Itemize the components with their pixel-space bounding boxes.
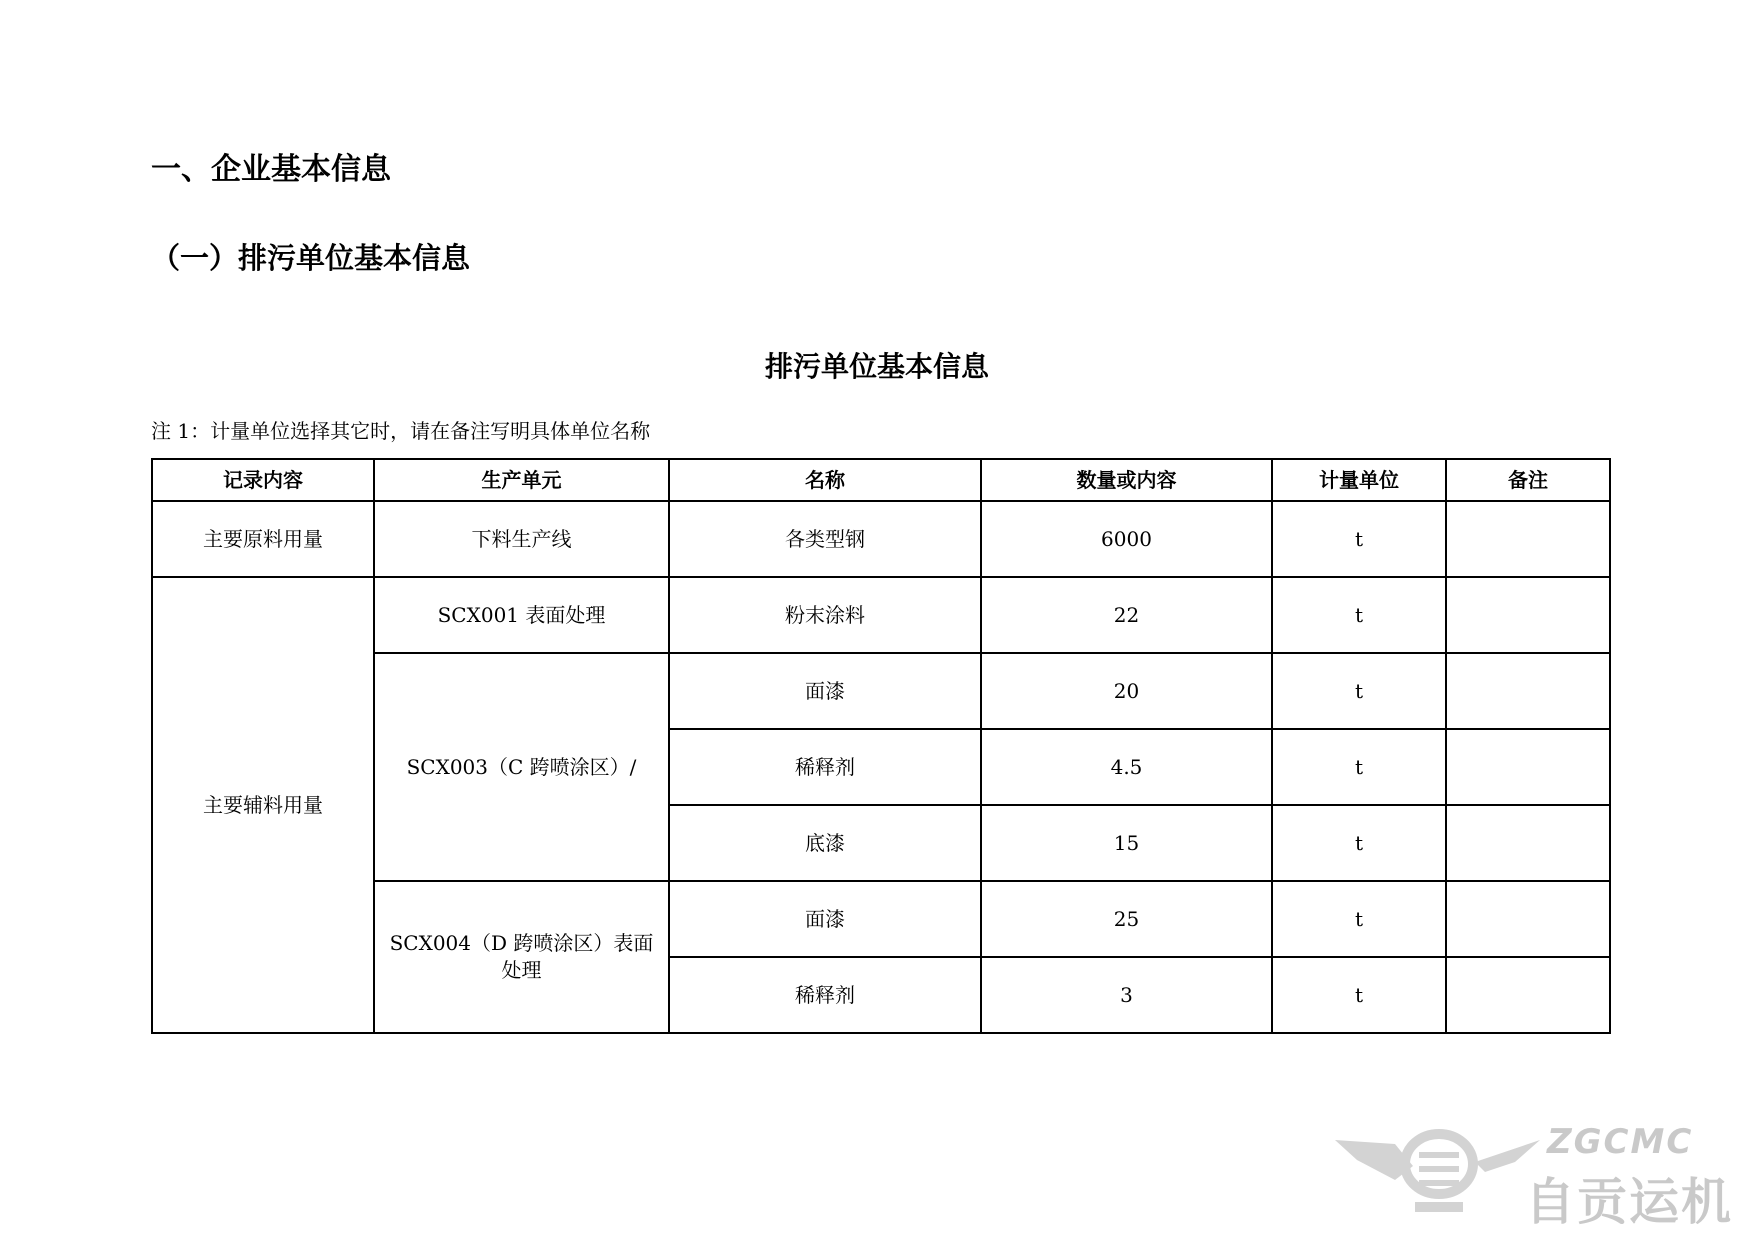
quantity-cell: 4.5: [981, 729, 1272, 805]
record-content-cell: 主要原料用量: [152, 501, 374, 577]
material-name-cell: 各类型钢: [669, 501, 981, 577]
company-watermark: [1335, 1122, 1745, 1231]
section-heading: 一、企业基本信息: [151, 152, 391, 187]
quantity-cell: 15: [981, 805, 1272, 881]
watermark-latin-text: ZGCMC: [1547, 1122, 1694, 1162]
production-unit-cell: SCX001 表面处理: [374, 577, 669, 653]
quantity-cell: 22: [981, 577, 1272, 653]
remark-cell: [1446, 577, 1610, 653]
header-quantity: 数量或内容: [981, 459, 1272, 501]
unit-cell: t: [1272, 577, 1446, 653]
subsection-heading: （一）排污单位基本信息: [151, 241, 471, 275]
material-name-cell: 底漆: [669, 805, 981, 881]
production-unit-cell: 下料生产线: [374, 501, 669, 577]
unit-cell: t: [1272, 957, 1446, 1033]
material-name-cell: 粉末涂料: [669, 577, 981, 653]
header-production-unit: 生产单元: [374, 459, 669, 501]
remark-cell: [1446, 957, 1610, 1033]
header-remark: 备注: [1446, 459, 1610, 501]
table-header-row: [152, 459, 1610, 501]
unit-cell: t: [1272, 805, 1446, 881]
production-unit-cell: SCX003（C 跨喷涂区）/: [374, 653, 669, 881]
material-name-cell: 稀释剂: [669, 729, 981, 805]
remark-cell: [1446, 501, 1610, 577]
table-row: [152, 577, 1610, 653]
header-name: 名称: [669, 459, 981, 501]
record-content-cell: 主要辅料用量: [152, 577, 374, 1033]
table-caption: 排污单位基本信息: [764, 350, 989, 383]
quantity-cell: 20: [981, 653, 1272, 729]
table-row: [152, 501, 1610, 577]
unit-cell: t: [1272, 881, 1446, 957]
watermark-chinese-text: 自贡运机: [1525, 1173, 1733, 1231]
table-note: 注 1：计量单位选择其它时，请在备注写明具体单位名称: [151, 419, 651, 443]
material-name-cell: 稀释剂: [669, 957, 981, 1033]
quantity-cell: 3: [981, 957, 1272, 1033]
zgcmc-logo-icon: [1335, 1122, 1545, 1222]
unit-cell: t: [1272, 729, 1446, 805]
quantity-cell: 6000: [981, 501, 1272, 577]
remark-cell: [1446, 729, 1610, 805]
unit-cell: t: [1272, 501, 1446, 577]
remark-cell: [1446, 805, 1610, 881]
remark-cell: [1446, 653, 1610, 729]
quantity-cell: 25: [981, 881, 1272, 957]
material-name-cell: 面漆: [669, 653, 981, 729]
header-unit: 计量单位: [1272, 459, 1446, 501]
production-unit-cell: SCX004（D 跨喷涂区）表面处理: [374, 881, 669, 1033]
material-name-cell: 面漆: [669, 881, 981, 957]
pollutant-info-table: [151, 458, 1611, 1034]
unit-cell: t: [1272, 653, 1446, 729]
header-record-content: 记录内容: [152, 459, 374, 501]
remark-cell: [1446, 881, 1610, 957]
